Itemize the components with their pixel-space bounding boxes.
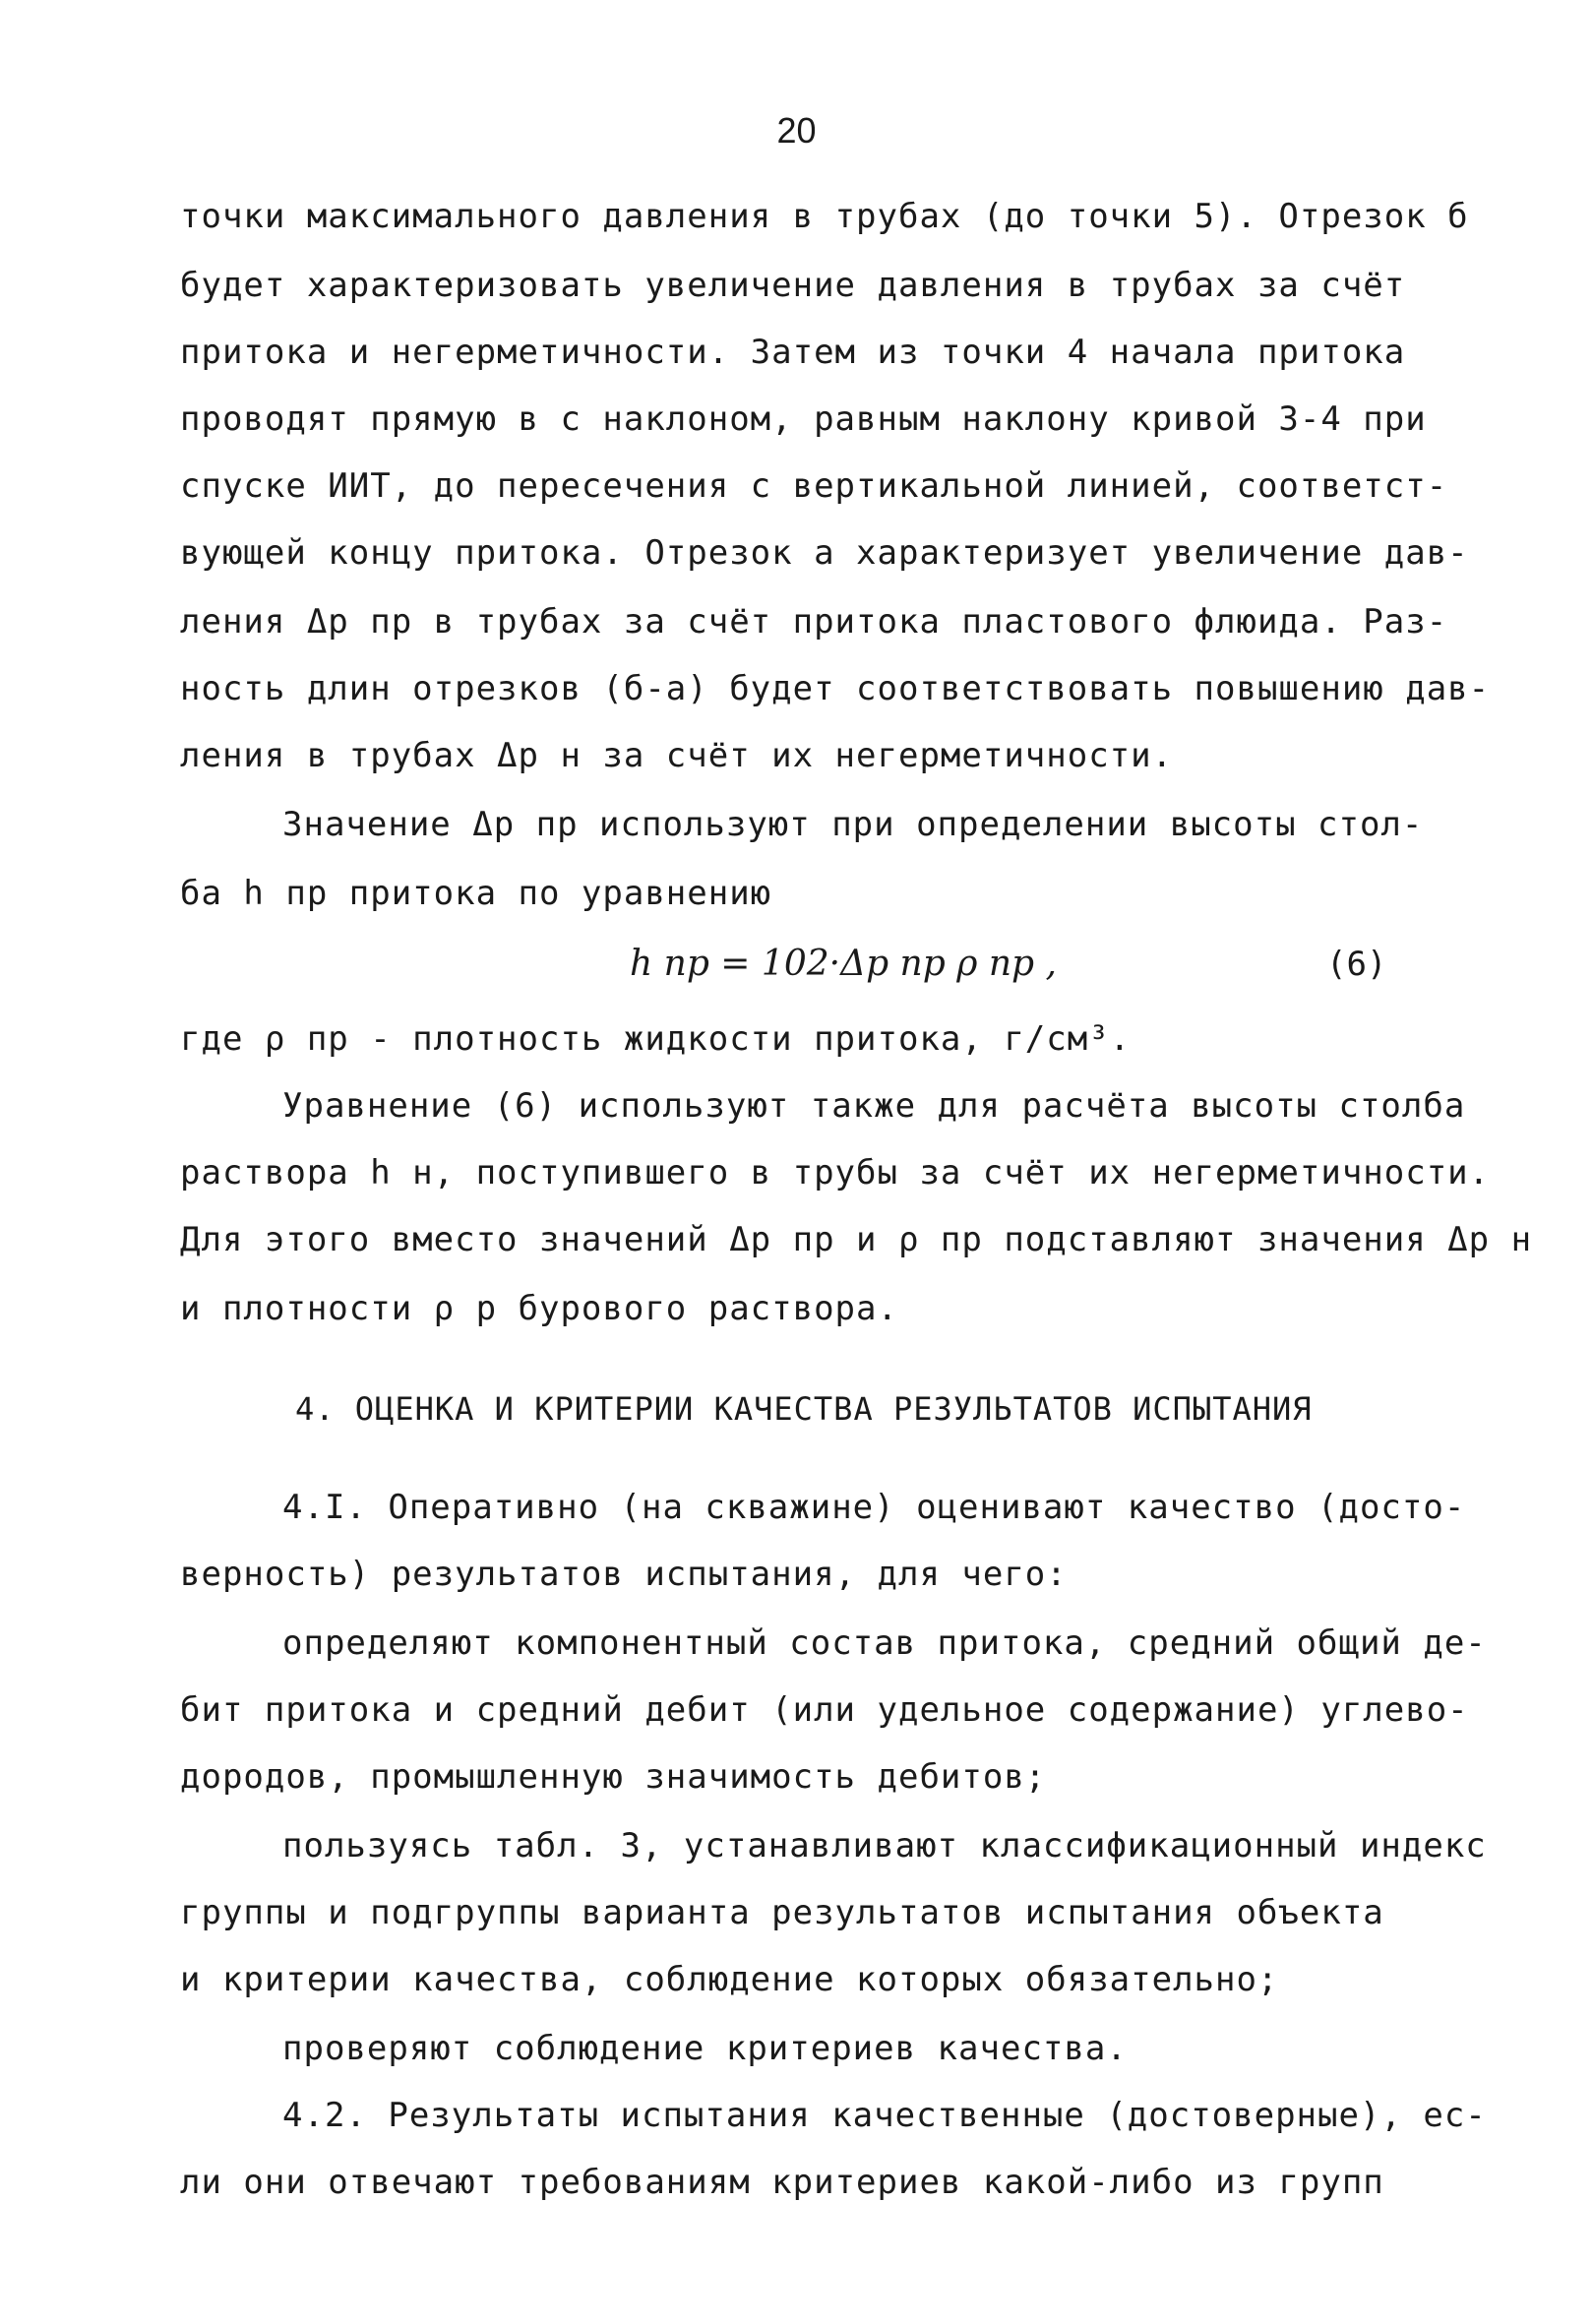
text-line: Для этого вместо значений Δp пр и ρ пр подставляют значения Δp н (180, 1220, 1533, 1259)
text-line: определяют компонентный состав притока, средний общий де- (282, 1623, 1487, 1663)
text-line: 4.I. Оперативно (на скважине) оценивают качество (досто- (282, 1488, 1466, 1527)
text-line: Значение Δp пр используют при определении высоты стол- (282, 805, 1424, 844)
text-line: проверяют соблюдение критериев качества. (282, 2029, 1128, 2068)
text-line: пользуясь табл. 3, устанавливают классификационный индекс (282, 1826, 1487, 1865)
text-line: и критерии качества, соблюдение которых обязательно; (180, 1960, 1279, 1999)
text-line: ления в трубах Δp н за счёт их негерметичности. (180, 736, 1174, 775)
section-heading: 4. ОЦЕНКА И КРИТЕРИИ КАЧЕСТВА РЕЗУЛЬТАТОВ ИСПЫТАНИЯ (295, 1390, 1313, 1428)
text-line: ления Δp пр в трубах за счёт притока пластового флюида. Раз- (180, 602, 1448, 642)
text-line: проводят прямую в с наклоном, равным наклону кривой 3-4 при (180, 399, 1427, 439)
text-line: верность) результатов испытания, для чего: (180, 1555, 1068, 1594)
text-line: вующей концу притока. Отрезок а характеризует увеличение дав- (180, 533, 1469, 573)
text-line: 4.2. Результаты испытания качественные (достоверные), ес- (282, 2096, 1487, 2135)
text-line: бит притока и средний дебит (или удельное содержание) углево- (180, 1690, 1469, 1730)
text-line: точки максимального давления в трубах (до точки 5). Отрезок б (180, 197, 1469, 236)
text-line: спуске ИИТ, до пересечения с вертикальной линией, соответст- (180, 466, 1448, 506)
text-line: группы и подгруппы варианта результатов испытания объекта (180, 1893, 1384, 1932)
equation-number: (6) (1326, 945, 1387, 984)
text-line: будет характеризовать увеличение давления в трубах за счёт (180, 266, 1406, 305)
text-line: дородов, промышленную значимость дебитов; (180, 1757, 1047, 1797)
text-line: ность длин отрезков (б-а) будет соответствовать повышению дав- (180, 669, 1491, 708)
text-line: раствора h н, поступившего в трубы за счёт их негерметичности. (180, 1153, 1491, 1193)
page-number: 20 (776, 110, 817, 151)
text-line: Уравнение (6) используют также для расчёта высоты столба (282, 1086, 1466, 1126)
text-line: и плотности ρ р бурового раствора. (180, 1289, 898, 1328)
equation-legend: где ρ пр - плотность жидкости притока, г/см³. (180, 1019, 1132, 1059)
text-line: ли они отвечают требованиям критериев какой-либо из групп (180, 2163, 1384, 2202)
text-line: притока и негерметичности. Затем из точки 4 начала притока (180, 333, 1406, 372)
text-line: ба h пр притока по уравнению (180, 874, 772, 913)
equation-formula: h пр = 102·Δp пр ρ пр , (630, 944, 1057, 984)
